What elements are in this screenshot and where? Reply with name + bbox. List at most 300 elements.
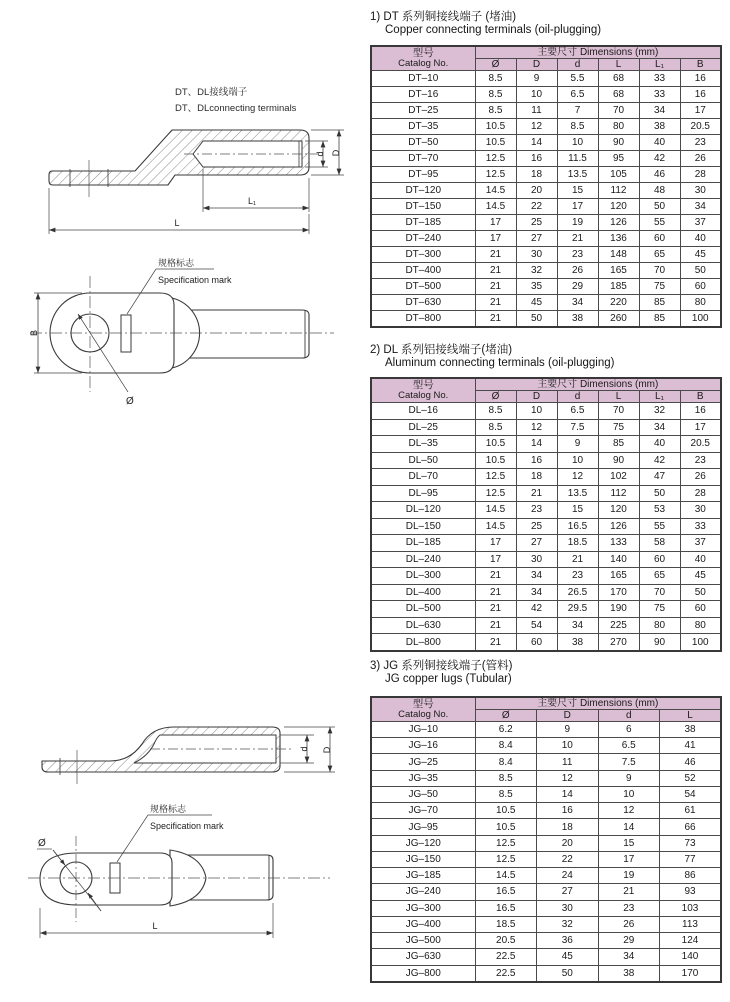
catalog-cell: DT–50 — [371, 134, 475, 150]
dim-cell: 70 — [598, 403, 639, 420]
dim-label-dia: Ø — [38, 838, 46, 849]
table-row — [371, 198, 721, 214]
dim-cell: 7 — [557, 102, 598, 118]
dim-cell: 126 — [598, 518, 639, 535]
dim-cell: 105 — [598, 166, 639, 182]
dim-cell: 21 — [475, 278, 516, 294]
dim-cell: 29 — [598, 933, 660, 949]
dim-cell: 14 — [516, 436, 557, 453]
section2-title-cn: 2) DL 系列铝接线端子(堵油) — [370, 344, 513, 356]
dim-cell: 32 — [639, 403, 680, 420]
dim-cell: 32 — [516, 262, 557, 278]
dim-cell: 24 — [537, 868, 599, 884]
catalog-cell: JG–500 — [371, 933, 475, 949]
dtdl-drawing-label-en: DT、DLconnecting terminals — [175, 103, 297, 114]
dim-cell: 70 — [598, 102, 639, 118]
section3-title-cn: 3) JG 系列铜接线端子(管料) — [370, 660, 513, 672]
catalog-cell: DL–35 — [371, 436, 475, 453]
dim-cell: 8.5 — [557, 118, 598, 134]
dim-cell: 55 — [639, 518, 680, 535]
dim-cell: 34 — [639, 419, 680, 436]
dim-cell: 42 — [639, 150, 680, 166]
table-row — [371, 916, 721, 932]
dim-cell: 28 — [680, 166, 721, 182]
table-row — [371, 868, 721, 884]
table-row — [371, 568, 721, 585]
section2-title-en: Aluminum connecting terminals (oil-plugging) — [385, 357, 615, 369]
dim-label-d: d — [299, 746, 309, 752]
dim-cell: 20.5 — [475, 933, 537, 949]
dim-cell: 46 — [639, 166, 680, 182]
dim-cell: 42 — [639, 452, 680, 469]
dim-cell: 90 — [639, 634, 680, 651]
table-row — [371, 835, 721, 851]
dim-cell: 60 — [680, 278, 721, 294]
dim-cell: 52 — [660, 770, 722, 786]
table-row — [371, 71, 721, 87]
dim-cell: 12 — [557, 469, 598, 486]
dim-cell: 18 — [516, 166, 557, 182]
catalog-cell: DL–300 — [371, 568, 475, 585]
column-header: Ø — [475, 59, 516, 71]
dim-cell: 11.5 — [557, 150, 598, 166]
dim-cell: 165 — [598, 568, 639, 585]
dim-cell: 15 — [557, 182, 598, 198]
dim-cell: 18.5 — [557, 535, 598, 552]
table-row — [371, 551, 721, 568]
dim-cell: 12 — [516, 118, 557, 134]
table-row — [371, 949, 721, 965]
dim-cell: 23 — [680, 134, 721, 150]
table-row — [371, 182, 721, 198]
table-row — [371, 884, 721, 900]
dim-cell: 33 — [680, 518, 721, 535]
dim-cell: 22 — [516, 198, 557, 214]
dim-cell: 120 — [598, 198, 639, 214]
catalog-cell: DT–240 — [371, 230, 475, 246]
dim-cell: 21 — [475, 246, 516, 262]
dim-cell: 8.5 — [475, 86, 516, 102]
catalog-cell: JG–16 — [371, 738, 475, 754]
dim-cell: 42 — [516, 601, 557, 618]
table-row — [371, 150, 721, 166]
column-header: D — [516, 59, 557, 71]
catalog-cell: JG–300 — [371, 900, 475, 916]
dim-cell: 33 — [639, 71, 680, 87]
catalog-cell: DT–16 — [371, 86, 475, 102]
dim-cell: 8.5 — [475, 102, 516, 118]
table-row — [371, 851, 721, 867]
table-row — [371, 469, 721, 486]
dim-cell: 80 — [680, 617, 721, 634]
table-row — [371, 310, 721, 327]
table-row — [371, 819, 721, 835]
column-header: L₁ — [639, 59, 680, 71]
dim-cell: 14 — [516, 134, 557, 150]
dim-cell: 28 — [680, 485, 721, 502]
dim-cell: 47 — [639, 469, 680, 486]
dim-cell: 100 — [680, 310, 721, 327]
catalog-cell: DT–10 — [371, 71, 475, 87]
dim-cell: 190 — [598, 601, 639, 618]
column-header: B — [680, 391, 721, 403]
dim-cell: 14.5 — [475, 518, 516, 535]
dim-cell: 27 — [516, 230, 557, 246]
catalog-cell: JG–95 — [371, 819, 475, 835]
dim-cell: 40 — [680, 230, 721, 246]
dim-cell: 60 — [639, 230, 680, 246]
catalog-cell: JG–120 — [371, 835, 475, 851]
dim-cell: 8.5 — [475, 71, 516, 87]
dim-cell: 38 — [660, 722, 722, 738]
dtdl-top-view-drawing — [22, 252, 362, 427]
dt-table — [370, 45, 722, 328]
dim-cell: 40 — [639, 436, 680, 453]
table-row — [371, 518, 721, 535]
catalog-cell: DL–800 — [371, 634, 475, 651]
dim-cell: 21 — [475, 568, 516, 585]
jg-top-view-drawing — [22, 800, 362, 960]
dim-cell: 14 — [598, 819, 660, 835]
table-row — [371, 770, 721, 786]
dim-cell: 95 — [598, 150, 639, 166]
dim-cell: 14.5 — [475, 198, 516, 214]
dim-cell: 90 — [598, 134, 639, 150]
dim-cell: 15 — [598, 835, 660, 851]
catalog-cell: DT–120 — [371, 182, 475, 198]
dim-cell: 73 — [660, 835, 722, 851]
spec-mark-label-cn: 规格标志 — [150, 804, 187, 814]
catalog-cell: DL–150 — [371, 518, 475, 535]
dim-cell: 136 — [598, 230, 639, 246]
dim-cell: 6.2 — [475, 722, 537, 738]
catalog-cell: DT–185 — [371, 214, 475, 230]
dim-cell: 50 — [516, 310, 557, 327]
spec-mark-label-en: Specification mark — [150, 821, 224, 831]
catalog-cell: DT–25 — [371, 102, 475, 118]
dim-cell: 10 — [516, 86, 557, 102]
dim-cell: 185 — [598, 278, 639, 294]
dim-cell: 10.5 — [475, 436, 516, 453]
dim-cell: 9 — [537, 722, 599, 738]
dim-cell: 21 — [557, 230, 598, 246]
dim-cell: 10.5 — [475, 819, 537, 835]
dim-cell: 32 — [537, 916, 599, 932]
dim-cell: 60 — [680, 601, 721, 618]
dim-cell: 34 — [557, 617, 598, 634]
dim-cell: 12 — [516, 419, 557, 436]
dim-cell: 12.5 — [475, 851, 537, 867]
dim-cell: 34 — [639, 102, 680, 118]
table-row — [371, 102, 721, 118]
catalog-cell: DT–800 — [371, 310, 475, 327]
dim-cell: 220 — [598, 294, 639, 310]
jg-side-view-drawing — [22, 706, 362, 801]
column-header: d — [557, 391, 598, 403]
table-row — [371, 403, 721, 420]
dim-cell: 80 — [639, 617, 680, 634]
dim-cell: 37 — [680, 535, 721, 552]
dim-cell: 36 — [537, 933, 599, 949]
dim-cell: 10 — [537, 738, 599, 754]
catalog-cell: DT–95 — [371, 166, 475, 182]
dim-cell: 10 — [557, 134, 598, 150]
catalog-cell: DT–500 — [371, 278, 475, 294]
dim-cell: 21 — [598, 884, 660, 900]
dim-cell: 5.5 — [557, 71, 598, 87]
table-row — [371, 933, 721, 949]
dim-cell: 8.4 — [475, 754, 537, 770]
dim-cell: 21 — [475, 617, 516, 634]
dl-table — [370, 377, 722, 652]
dim-cell: 12.5 — [475, 485, 516, 502]
catalog-cell: DL–70 — [371, 469, 475, 486]
dim-cell: 34 — [557, 294, 598, 310]
dim-cell: 22.5 — [475, 965, 537, 982]
column-header: Ø — [475, 391, 516, 403]
dim-cell: 26.5 — [557, 584, 598, 601]
table-row — [371, 262, 721, 278]
dim-cell: 170 — [660, 965, 722, 982]
dim-cell: 40 — [639, 134, 680, 150]
dim-cell: 38 — [557, 634, 598, 651]
dim-cell: 14.5 — [475, 502, 516, 519]
catalog-cell: JG–35 — [371, 770, 475, 786]
dim-cell: 46 — [660, 754, 722, 770]
table-row — [371, 166, 721, 182]
dim-cell: 19 — [598, 868, 660, 884]
dim-cell: 16.5 — [475, 900, 537, 916]
dim-cell: 17 — [598, 851, 660, 867]
dim-cell: 17 — [680, 102, 721, 118]
dim-cell: 102 — [598, 469, 639, 486]
catalog-cell: JG–10 — [371, 722, 475, 738]
dim-cell: 18 — [537, 819, 599, 835]
dim-cell: 17 — [557, 198, 598, 214]
dim-label-D: D — [331, 149, 341, 157]
dim-cell: 17 — [475, 535, 516, 552]
dim-cell: 8.5 — [475, 403, 516, 420]
dim-cell: 26 — [680, 469, 721, 486]
dimensions-header: 主要尺寸 Dimensions (mm) — [475, 378, 721, 391]
jg-table — [370, 696, 722, 983]
dim-cell: 20.5 — [680, 436, 721, 453]
dim-cell: 8.4 — [475, 738, 537, 754]
table-row — [371, 502, 721, 519]
dim-cell: 113 — [660, 916, 722, 932]
dim-cell: 55 — [639, 214, 680, 230]
dim-cell: 140 — [660, 949, 722, 965]
dim-cell: 16 — [680, 403, 721, 420]
dim-cell: 50 — [680, 262, 721, 278]
dim-cell: 38 — [598, 965, 660, 982]
dim-cell: 85 — [639, 310, 680, 327]
table-row — [371, 803, 721, 819]
dim-cell: 26 — [680, 150, 721, 166]
dim-cell: 70 — [639, 584, 680, 601]
table-row — [371, 134, 721, 150]
table-row — [371, 965, 721, 982]
table-row — [371, 278, 721, 294]
dim-label-D: D — [322, 746, 332, 754]
catalog-cell: JG–185 — [371, 868, 475, 884]
catalog-cell: JG–70 — [371, 803, 475, 819]
spec-mark-label-cn: 规格标志 — [158, 258, 195, 268]
dim-cell: 41 — [660, 738, 722, 754]
dim-cell: 66 — [660, 819, 722, 835]
dim-cell: 60 — [516, 634, 557, 651]
dim-cell: 21 — [475, 634, 516, 651]
catalog-cell: JG–630 — [371, 949, 475, 965]
dim-cell: 23 — [516, 502, 557, 519]
dim-cell: 38 — [557, 310, 598, 327]
table-row — [371, 786, 721, 802]
dim-cell: 34 — [516, 584, 557, 601]
dim-cell: 26 — [557, 262, 598, 278]
dim-cell: 85 — [639, 294, 680, 310]
dim-cell: 170 — [598, 584, 639, 601]
dim-cell: 100 — [680, 634, 721, 651]
dim-cell: 8.5 — [475, 786, 537, 802]
dim-cell: 30 — [680, 502, 721, 519]
table-row — [371, 900, 721, 916]
dim-cell: 45 — [537, 949, 599, 965]
table-row — [371, 118, 721, 134]
dim-cell: 12 — [537, 770, 599, 786]
dim-cell: 18.5 — [475, 916, 537, 932]
dim-cell: 6.5 — [557, 86, 598, 102]
dim-cell: 6.5 — [598, 738, 660, 754]
table-row — [371, 634, 721, 651]
dim-cell: 27 — [516, 535, 557, 552]
dim-cell: 40 — [680, 551, 721, 568]
dim-cell: 80 — [680, 294, 721, 310]
dim-cell: 13.5 — [557, 166, 598, 182]
dim-cell: 30 — [680, 182, 721, 198]
dim-cell: 65 — [639, 246, 680, 262]
dim-cell: 68 — [598, 86, 639, 102]
dim-cell: 9 — [516, 71, 557, 87]
dim-cell: 14.5 — [475, 182, 516, 198]
dim-cell: 148 — [598, 246, 639, 262]
dim-cell: 75 — [598, 419, 639, 436]
column-header: D — [537, 710, 599, 722]
dim-cell: 75 — [639, 601, 680, 618]
dim-cell: 12.5 — [475, 469, 516, 486]
dim-cell: 25 — [516, 518, 557, 535]
dim-cell: 48 — [639, 182, 680, 198]
column-header: L — [598, 391, 639, 403]
dim-cell: 30 — [516, 246, 557, 262]
catalog-cell: DL–50 — [371, 452, 475, 469]
catalog-cell: DT–35 — [371, 118, 475, 134]
dim-cell: 9 — [557, 436, 598, 453]
dim-cell: 10.5 — [475, 452, 516, 469]
dim-label-L: L — [152, 921, 158, 931]
dim-cell: 61 — [660, 803, 722, 819]
dim-label-L1: L₁ — [247, 196, 257, 206]
dim-cell: 34 — [680, 198, 721, 214]
dim-cell: 23 — [680, 452, 721, 469]
dim-cell: 17 — [475, 551, 516, 568]
dim-cell: 16 — [680, 86, 721, 102]
spec-mark-area — [121, 315, 131, 352]
dim-cell: 86 — [660, 868, 722, 884]
dtdl-side-view-drawing — [22, 122, 362, 242]
dim-cell: 34 — [516, 568, 557, 585]
catalog-cell: DT–300 — [371, 246, 475, 262]
dim-cell: 58 — [639, 535, 680, 552]
catalog-cell: DT–150 — [371, 198, 475, 214]
dim-cell: 45 — [516, 294, 557, 310]
column-header: D — [516, 391, 557, 403]
dim-cell: 133 — [598, 535, 639, 552]
dim-cell: 16.5 — [557, 518, 598, 535]
section1-title-en: Copper connecting terminals (oil-plugging) — [385, 24, 602, 36]
dim-cell: 126 — [598, 214, 639, 230]
table-row — [371, 436, 721, 453]
dim-cell: 14.5 — [475, 868, 537, 884]
column-header: d — [598, 710, 660, 722]
dim-cell: 65 — [639, 568, 680, 585]
column-header: L — [598, 59, 639, 71]
dim-cell: 11 — [516, 102, 557, 118]
table-row — [371, 230, 721, 246]
dim-cell: 23 — [557, 568, 598, 585]
dim-cell: 23 — [557, 246, 598, 262]
spec-mark-label-en: Specification mark — [158, 275, 232, 285]
dim-cell: 33 — [639, 86, 680, 102]
catalog-cell: DL–95 — [371, 485, 475, 502]
catalog-cell: DT–630 — [371, 294, 475, 310]
dim-cell: 77 — [660, 851, 722, 867]
dim-cell: 30 — [516, 551, 557, 568]
dim-cell: 10.5 — [475, 118, 516, 134]
dim-cell: 25 — [516, 214, 557, 230]
dim-cell: 21 — [557, 551, 598, 568]
catalog-cell: JG–25 — [371, 754, 475, 770]
dim-cell: 16 — [680, 71, 721, 87]
dim-label-dia: Ø — [126, 396, 134, 407]
catalog-cell: DL–120 — [371, 502, 475, 519]
dim-cell: 140 — [598, 551, 639, 568]
dim-label-L: L — [174, 218, 180, 228]
dim-cell: 103 — [660, 900, 722, 916]
section1-title-cn: 1) DT 系列铜接线端子 (堵油) — [370, 11, 517, 23]
dim-cell: 50 — [639, 198, 680, 214]
table-row — [371, 601, 721, 618]
dim-cell: 6.5 — [557, 403, 598, 420]
catalog-cell: DL–25 — [371, 419, 475, 436]
column-header: L₁ — [639, 391, 680, 403]
dim-cell: 7.5 — [598, 754, 660, 770]
column-header: B — [680, 59, 721, 71]
section3-title-en: JG copper lugs (Tubular) — [385, 673, 512, 685]
table-row — [371, 617, 721, 634]
catalog-header: 型号 Catalog No. — [371, 46, 475, 71]
dim-cell: 21 — [475, 601, 516, 618]
table-row — [371, 485, 721, 502]
dim-cell: 6 — [598, 722, 660, 738]
dim-cell: 21 — [475, 262, 516, 278]
dim-cell: 21 — [516, 485, 557, 502]
dim-cell: 11 — [537, 754, 599, 770]
table-row — [371, 419, 721, 436]
dim-cell: 270 — [598, 634, 639, 651]
dimensions-header: 主要尺寸 Dimensions (mm) — [475, 46, 721, 59]
column-header: Ø — [475, 710, 537, 722]
dim-cell: 10.5 — [475, 803, 537, 819]
